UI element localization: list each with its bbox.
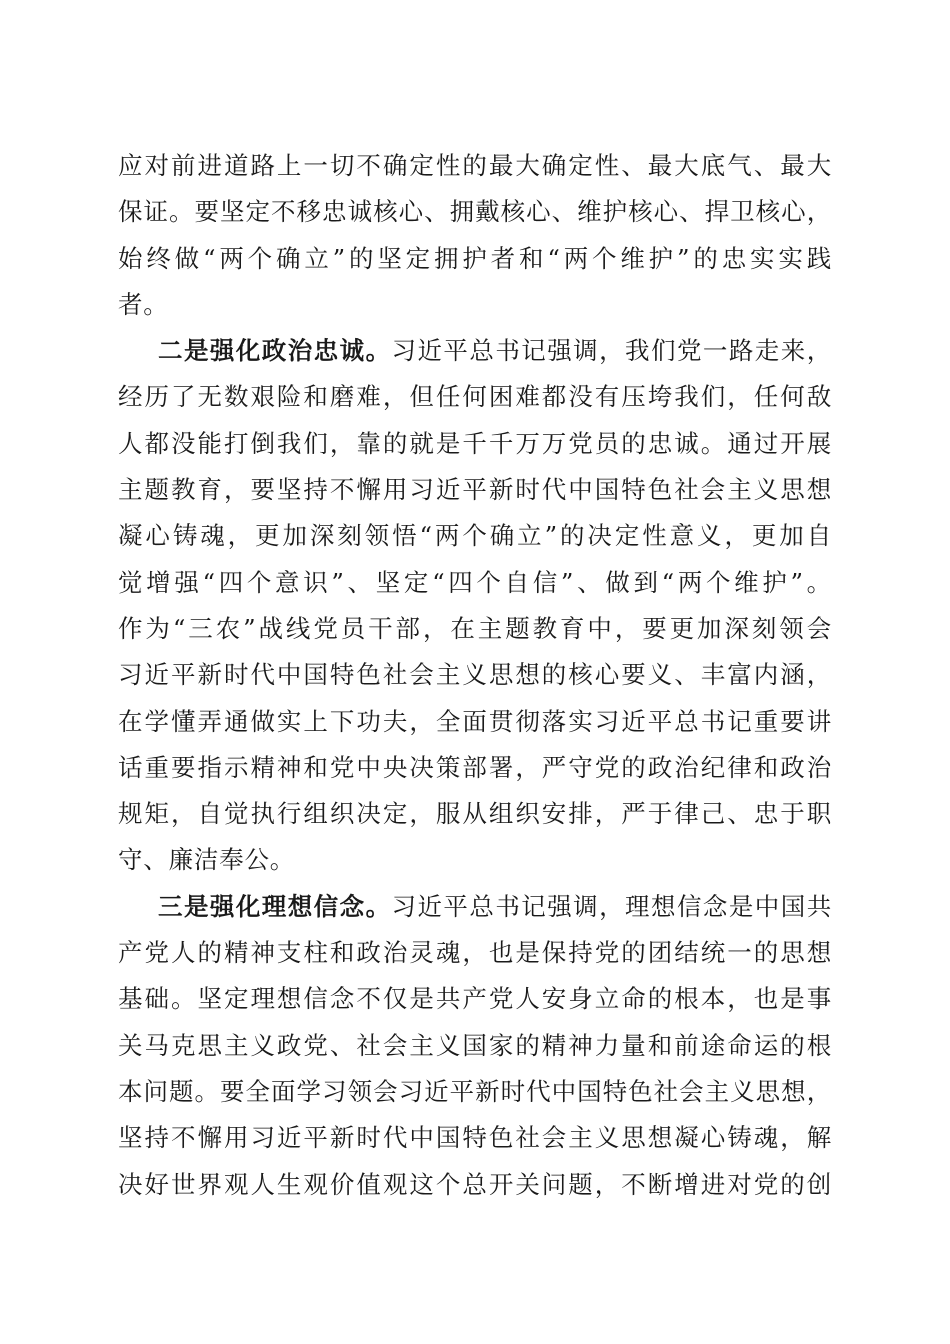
- text-line: [118, 328, 832, 374]
- text-line: 守、廉洁奉公。: [118, 845, 296, 875]
- text-line: 产党人的精神支柱和政治灵魂，也是保持党的团结统一的思想: [118, 938, 832, 968]
- text-line: [118, 884, 832, 930]
- text-line: 人都没能打倒我们，靠的就是千千万万党员的忠诚。通过开展: [118, 428, 832, 458]
- text-line: 关马克思主义政党、社会主义国家的精神力量和前途命运的根: [118, 1030, 832, 1060]
- text-line: 经历了无数艰险和磨难，但任何困难都没有压垮我们，任何敌: [118, 382, 832, 412]
- text-line: 凝心铸魂，更加深刻领悟“两个确立”的决定性意义，更加自: [118, 521, 832, 551]
- text-line: 习近平新时代中国特色社会主义思想的核心要义、丰富内涵，: [118, 660, 832, 690]
- paragraph-3: [118, 884, 832, 1208]
- text-line: 规矩，自觉执行组织决定，服从组织安排，严于律己、忠于职: [118, 799, 832, 829]
- text-line: 者。: [118, 289, 169, 319]
- paragraph-2: [118, 328, 832, 884]
- text-line: 基础。坚定理想信念不仅是共产党人安身立命的根本，也是事: [118, 984, 832, 1014]
- paragraph-heading: 三是强化理想信念。: [158, 891, 392, 921]
- text-line: 应对前进道路上一切不确定性的最大确定性、最大底气、最大: [118, 151, 832, 180]
- paragraph-1: [118, 143, 832, 328]
- text-line: 觉增强“四个意识”、坚定“四个自信”、做到“两个维护”。: [118, 567, 832, 597]
- document-body: [118, 143, 832, 1208]
- text-line: 主题教育，要坚持不懈用习近平新时代中国特色社会主义思想: [118, 475, 832, 505]
- text-line: 本问题。要全面学习领会习近平新时代中国特色社会主义思想，: [118, 1076, 832, 1106]
- paragraph-heading: 二是强化政治忠诚。: [158, 336, 392, 366]
- text-line: 保证。要坚定不移忠诚核心、拥戴核心、维护核心、捍卫核心，: [118, 197, 832, 227]
- text-line: 话重要指示精神和党中央决策部署，严守党的政治纪律和政治: [118, 752, 832, 782]
- text-segment: 习近平总书记强调，理想信念是中国共: [391, 891, 832, 921]
- text-line: 始终做“两个确立”的坚定拥护者和“两个维护”的忠实实践: [118, 243, 832, 273]
- text-line: 作为“三农”战线党员干部，在主题教育中，要更加深刻领会: [118, 613, 832, 643]
- text-line: 坚持不懈用习近平新时代中国特色社会主义思想凝心铸魂，解: [118, 1123, 832, 1153]
- text-line: 在学懂弄通做实上下功夫，全面贯彻落实习近平总书记重要讲: [118, 706, 832, 736]
- text-line: 决好世界观人生观价值观这个总开关问题，不断增进对党的创: [118, 1169, 832, 1199]
- text-segment: 习近平总书记强调，我们党一路走来，: [391, 336, 832, 366]
